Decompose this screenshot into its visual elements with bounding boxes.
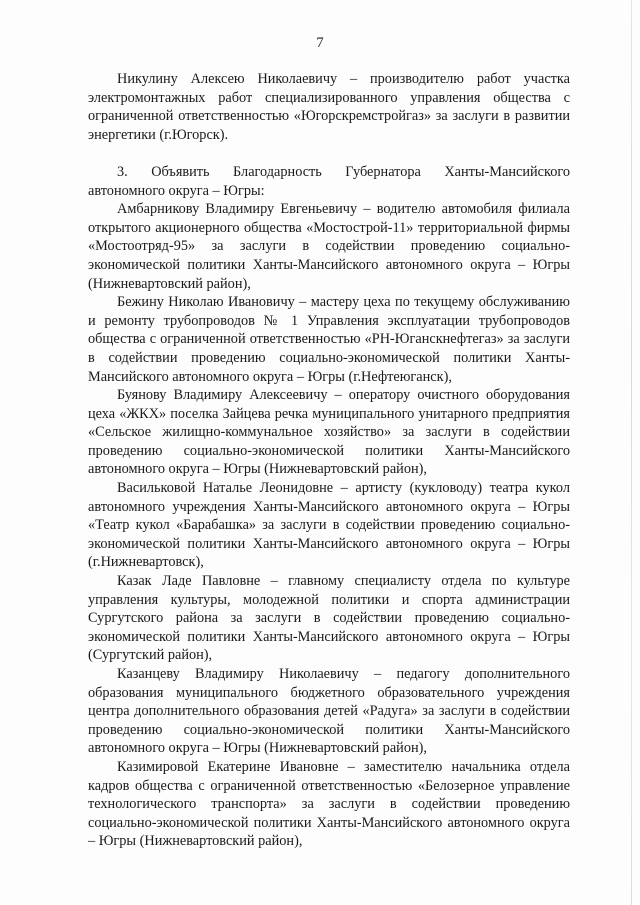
section-heading-gratitude: 3. Объявить Благодарность Губернатора Ханты-Мансийского автономного округа – Югры: [88, 163, 570, 199]
paragraph-kazimirova: Казимировой Екатерине Ивановне – заместителю начальника отдела кадров общества с ограниченной ответственностью «Белозерное управление технологического транспорта» за заслуги в содействии проведению социально-экономической политики Ханты-Мансийского автономного округа – Югры (Нижневартовский район), [88, 758, 570, 850]
paragraph-kazak: Казак Ладе Павловне – главному специалисту отдела по культуре управления культуры, молодежной политики и спорта администрации Сургутского района за заслуги в содействии проведению социально-экономической политики Ханты-Мансийского автономного округа – Югры (Сургутский район), [88, 573, 570, 664]
paragraph-spacer [88, 144, 570, 163]
scan-edge-line [631, 0, 632, 905]
paragraph-ambarnikov: Амбарникову Владимиру Евгеньевичу – водителю автомобиля филиала открытого акционерного общества «Мостострой-11» территориальной фирмы «Мостоотряд-95» за заслуги в содействии проведению социально-экономической политики Ханты-Мансийского автономного округа – Югры (Нижневартовский район), [88, 201, 570, 292]
document-body [88, 70, 570, 851]
paragraph-nikulin: Никулину Алексею Николаевичу – производителю работ участка электромонтажных работ специализированного управления общества с ограниченной ответственностью «Югорскремстройгаз» за заслуги в развитии энергетики (г.Югорск). [88, 71, 570, 143]
paragraph-vasilkova: Васильковой Наталье Леонидовне – артисту (кукловоду) театра кукол автономного учреждения Ханты-Мансийского автономного округа – Югры «Театр кукол «Барабашка» за заслуги в содействии проведению социально-экономической политики Ханты-Мансийского автономного округа – Югры (г.Нижневартовск), [88, 480, 570, 571]
paragraph-kazantsev: Казанцеву Владимиру Николаевичу – педагогу дополнительного образования муниципального бюджетного образовательного учреждения центра дополнительного образования детей «Радуга» за заслуги в содействии проведению социально-экономической политики Ханты-Мансийского автономного округа – Югры (Нижневартовский район), [88, 666, 570, 757]
paragraph-buyanov: Буянову Владимиру Алексеевичу – оператору очистного оборудования цеха «ЖКХ» поселка Зайцева речка муниципального унитарного предприятия «Сельское жилищно-коммунальное хозяйство» за заслуги в содействии проведению социально-экономической политики Ханты-Мансийского автономного округа – Югры (Нижневартовский район), [88, 387, 570, 478]
page-number: 7 [316, 35, 324, 51]
paragraph-bezhin: Бежину Николаю Ивановичу – мастеру цеха по текущему обслуживанию и ремонту трубопроводов № 1 Управления эксплуатации трубопроводов общества с ограниченной ответственностью «РН-Юганскнефтегаз» за заслуги в содействии проведению социально-экономической политики Ханты-Мансийского автономного округа – Югры (г.Нефтеюганск), [88, 294, 570, 385]
